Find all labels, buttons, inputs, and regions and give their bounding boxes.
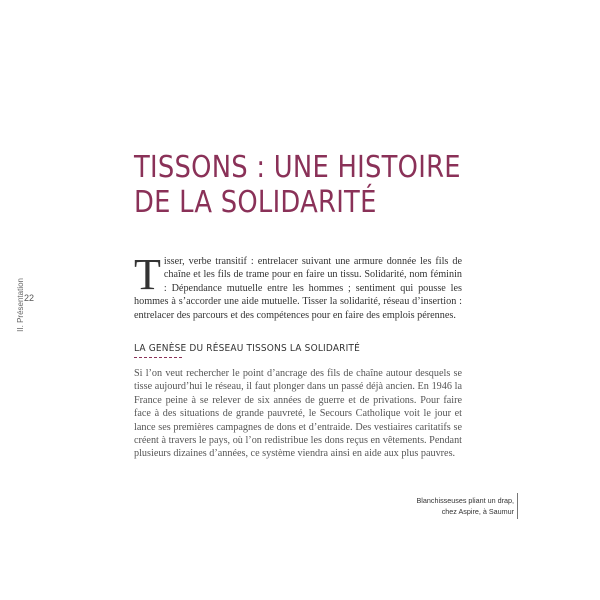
caption-rule	[517, 493, 518, 519]
intro-text: isser, verbe transitif : entrelacer suivant une armure donnée les fils de chaîne et les fils de trame pour en faire un tissu. Solidarité, nom féminin : Dépendance mutuelle entre les hommes ; sentiment qui pousse les hommes à s’accorder une aide mutuelle. Tisser la solidarité, réseau d’insertion : entrelacer des parcours et des compétences pour en faire des emplois pérennes.	[134, 256, 462, 321]
title-line-1: TISSONS : UNE HISTOIRE	[134, 150, 461, 185]
drop-cap: T	[134, 250, 161, 299]
caption-line-2: chez Aspire, à Saumur	[441, 507, 514, 516]
section-heading: LA GENÈSE DU RÉSEAU TISSONS LA SOLIDARITÉ	[134, 343, 360, 354]
intro-paragraph	[134, 250, 462, 322]
section-body-paragraph: Si l’on veut rechercher le point d’ancrage des fils de chaîne autour desquels se tisse aujourd’hui le réseau, il faut plonger dans un passé déjà ancien. En 1946 la France peine à se relever de six années de guerre et de privations. Pour faire face à des situations de grande pauvreté, le Secours Catholique voit le jour et lance ses premières campagnes de dons et d’entraide. Des vestiaires caritatifs se créent à travers le pays, où l’on redistribue les dons reçus en vêtements. Pendant plusieurs dizaines d’années, ce système viendra ainsi en aide aux plus pauvres.	[134, 368, 462, 460]
caption-line-1: Blanchisseuses pliant un drap,	[416, 496, 514, 505]
title-line-2: DE LA SOLIDARITÉ	[134, 185, 377, 220]
page-number: 22	[24, 293, 35, 303]
page-title	[134, 150, 495, 220]
photo-caption	[380, 495, 514, 517]
heading-dashed-underline	[134, 357, 182, 358]
section-label-vertical: II. Présentation	[16, 278, 25, 332]
